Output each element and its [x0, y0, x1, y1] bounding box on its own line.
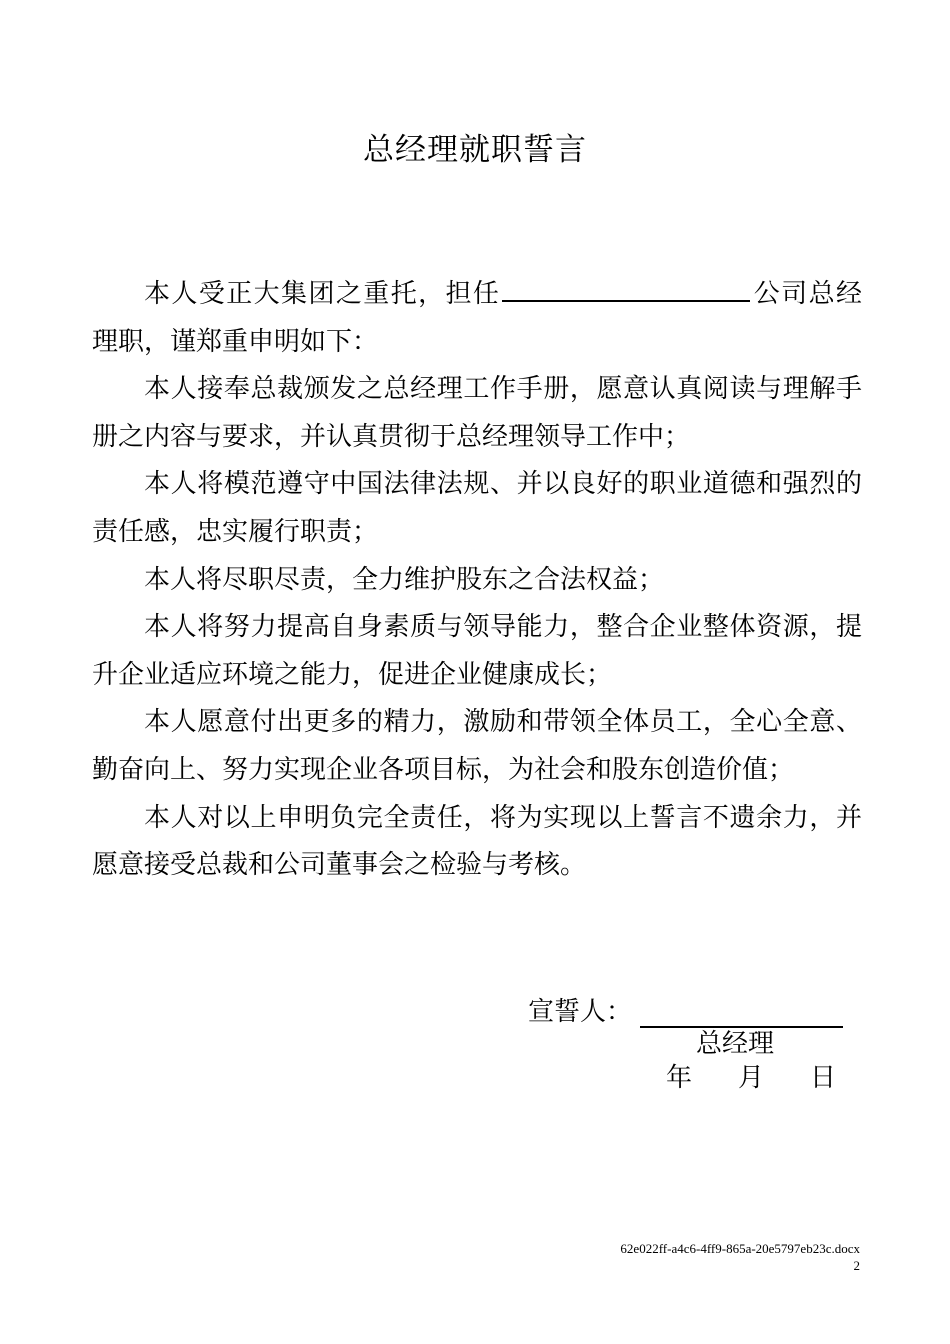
paragraph-3: 本人将模范遵守中国法律法规、并以良好的职业道德和强烈的责任感，忠实履行职责；: [92, 469, 862, 547]
document-title: 总经理就职誓言: [363, 132, 587, 168]
document-body: [92, 270, 862, 890]
page-footer: [620, 1240, 860, 1274]
date-year: 年: [666, 1063, 693, 1093]
paragraph-4: 本人将尽职尽责，全力维护股东之合法权益；: [144, 564, 665, 595]
paragraph-7: 本人对以上申明负完全责任，将为实现以上誓言不遗余力，并愿意接受总裁和公司董事会之检验与考核。: [92, 802, 862, 881]
paragraph-1: [92, 270, 862, 366]
signature-block: [0, 990, 950, 1110]
date-day: 日: [810, 1063, 837, 1093]
footer-filename: 62e022ff-a4c6-4ff9-865a-20e5797eb23c.docx: [620, 1241, 860, 1256]
footer-page-number: 2: [853, 1258, 860, 1273]
paragraph-2: 本人接奉总裁颁发之总经理工作手册，愿意认真阅读与理解手册之内容与要求，并认真贯彻于总经理领导工作中；: [92, 374, 862, 452]
company-name-blank: [502, 270, 750, 302]
oath-taker-label: 宣誓人：: [528, 997, 633, 1027]
paragraph-6: 本人愿意付出更多的精力，激励和带领全体员工，全心全意、勤奋向上、努力实现企业各项目标，为社会和股东创造价值；: [92, 707, 862, 785]
paragraph-1-start: 本人受正大集团之重托，担任: [144, 279, 501, 309]
paragraph-1-end: 公司总经理职，谨郑重申明如下：: [92, 279, 862, 357]
signer-role: 总经理: [696, 1029, 775, 1059]
date-line: [666, 1056, 836, 1100]
date-month: 月: [738, 1063, 765, 1093]
paragraph-5: 本人将努力提高自身素质与领导能力，整合企业整体资源，提升企业适应环境之能力，促进企业健康成长；: [92, 612, 862, 690]
